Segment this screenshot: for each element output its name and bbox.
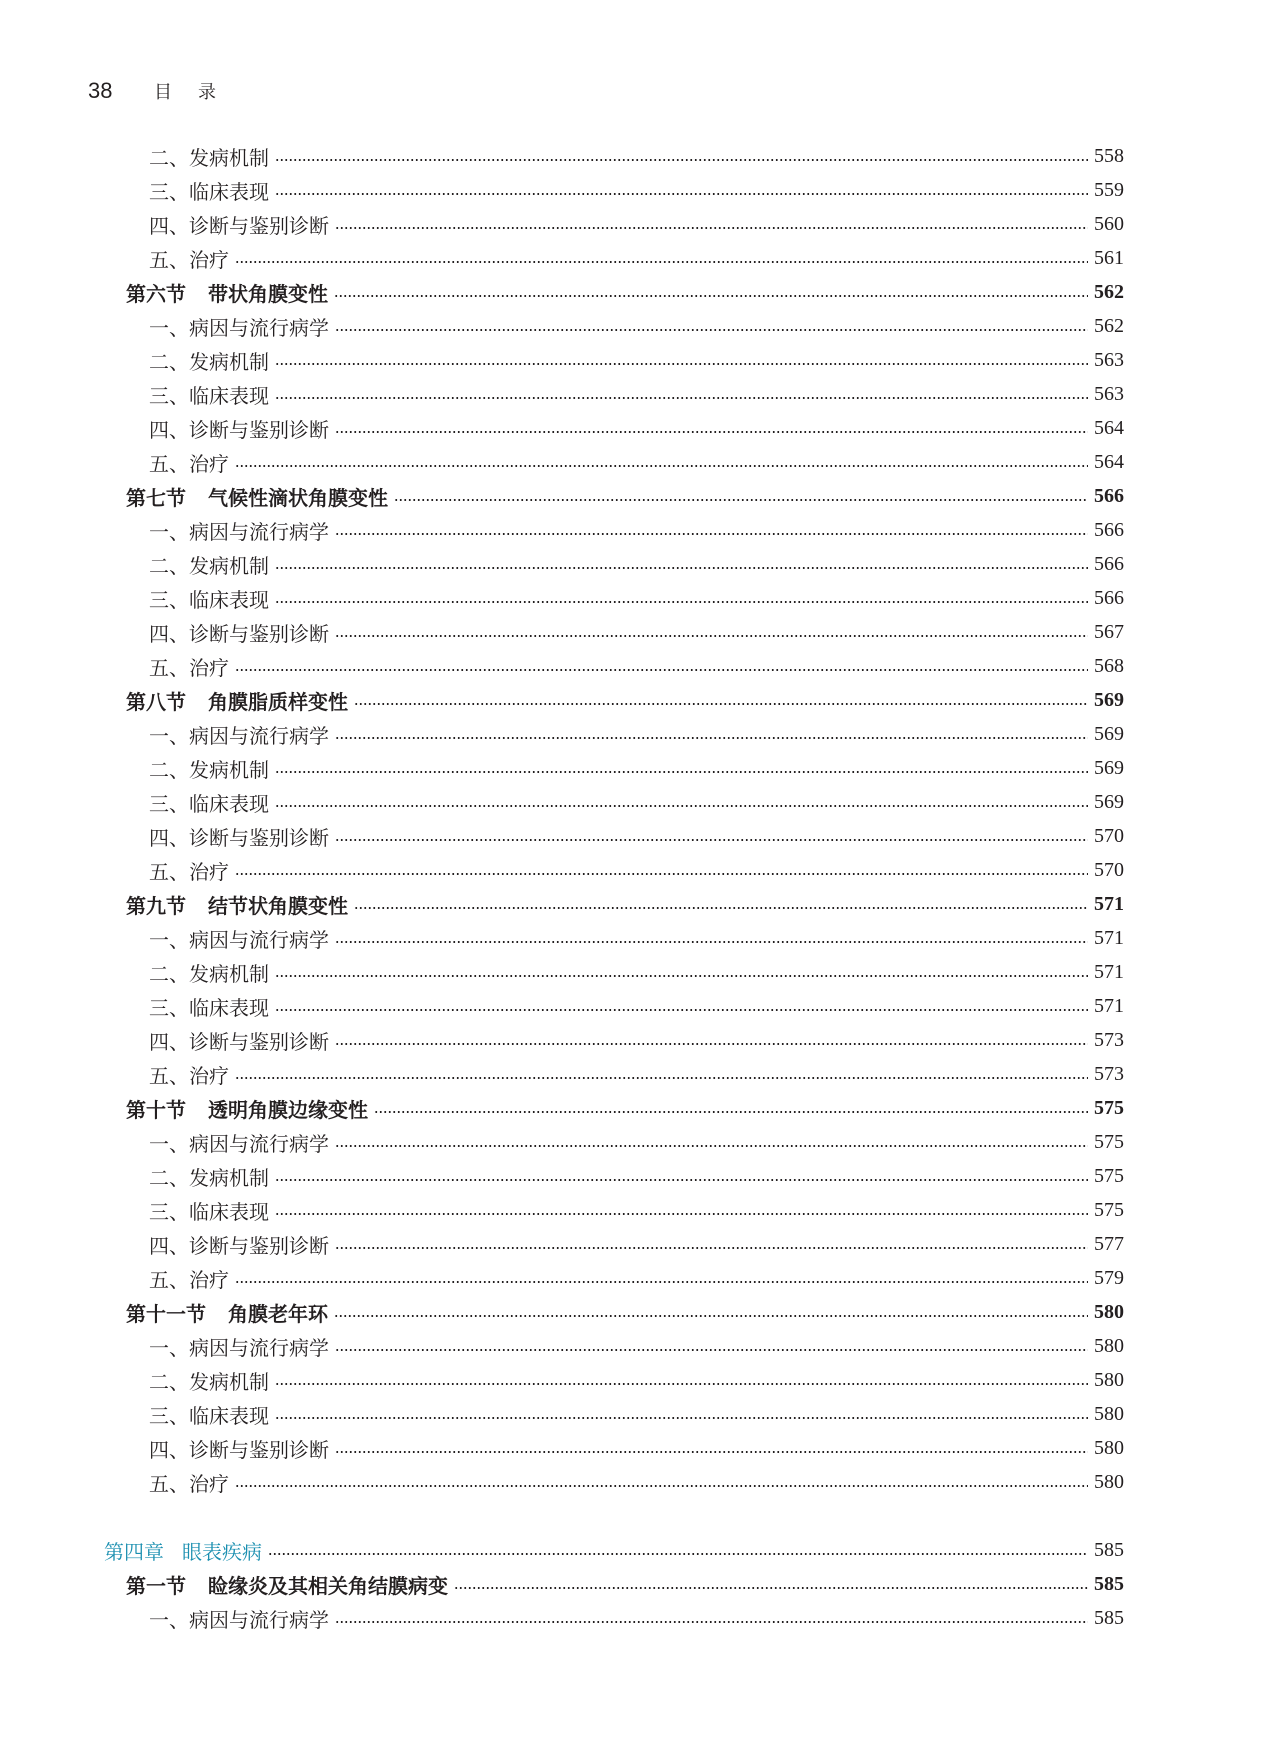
dot-leader [235,669,1088,671]
toc-subsection-entry[interactable] [149,650,1124,682]
dot-leader [268,1553,1088,1555]
toc-entry-title: 一、病因与流行病学 [149,315,329,340]
dot-leader [275,159,1088,161]
toc-entry-page: 566 [1094,586,1124,609]
toc-entry-label [149,652,235,681]
toc-entry-number: 第十节 [126,1097,186,1122]
toc-subsection-entry[interactable] [149,548,1124,580]
toc-subsection-entry[interactable] [149,1024,1124,1056]
dot-leader [275,1417,1088,1419]
toc-entry-label [126,278,334,307]
toc-section-entry[interactable] [126,480,1124,512]
toc-entry-title: 五、治疗 [149,1471,229,1496]
toc-entry-title: 带状角膜变性 [208,281,328,306]
toc-entry-title: 气候性滴状角膜变性 [208,485,388,510]
toc-entry-page: 566 [1094,518,1124,541]
dot-leader [275,193,1088,195]
toc-subsection-entry[interactable] [149,1262,1124,1294]
toc-entry-label [149,1332,335,1361]
toc-entry-title: 三、临床表现 [149,383,269,408]
toc-subsection-entry[interactable] [149,1160,1124,1192]
toc-entry-page: 573 [1094,1028,1124,1051]
toc-subsection-entry[interactable] [149,786,1124,818]
toc-entry-title: 五、治疗 [149,1267,229,1292]
toc-entry-title: 五、治疗 [149,1063,229,1088]
toc-subsection-entry[interactable] [149,378,1124,410]
toc-entry-label [149,1604,335,1633]
toc-entry-title: 三、临床表现 [149,791,269,816]
toc-entry-page: 575 [1094,1198,1124,1221]
dot-leader [235,873,1088,875]
toc-subsection-entry[interactable] [149,990,1124,1022]
toc-entry-label [149,516,335,545]
toc-entry-page: 575 [1094,1164,1124,1187]
toc-entry-label [149,550,275,579]
toc-entry-title: 结节状角膜变性 [208,893,348,918]
toc-section-entry[interactable] [126,1092,1124,1124]
toc-subsection-entry[interactable] [149,1330,1124,1362]
toc-entry-page: 569 [1094,722,1124,745]
dot-leader [354,703,1088,705]
toc-entry-label [149,720,335,749]
toc-entry-page: 568 [1094,654,1124,677]
toc-entry-page: 564 [1094,450,1124,473]
toc-entry-label [149,176,275,205]
toc-subsection-entry[interactable] [149,616,1124,648]
dot-leader [275,397,1088,399]
dot-leader [334,1315,1088,1317]
toc-entry-page: 585 [1094,1538,1124,1561]
toc-subsection-entry[interactable] [149,310,1124,342]
toc-entry-label [126,1298,334,1327]
toc-entry-label [149,856,235,885]
toc-section-entry[interactable] [126,1568,1124,1600]
toc-entry-label [149,1060,235,1089]
toc-entry-page: 577 [1094,1232,1124,1255]
toc-entry-title: 五、治疗 [149,859,229,884]
toc-entry-page: 571 [1094,892,1124,915]
dot-leader [335,1451,1088,1453]
toc-entry-number: 第九节 [126,893,186,918]
dot-leader [335,533,1088,535]
toc-subsection-entry[interactable] [149,854,1124,886]
dot-leader [335,227,1088,229]
toc-entry-title: 眼表疾病 [182,1539,262,1564]
toc-section-entry[interactable] [126,276,1124,308]
toc-entry-page: 571 [1094,994,1124,1017]
toc-entry-label [149,958,275,987]
dot-leader [354,907,1088,909]
toc-entry-title: 二、发病机制 [149,961,269,986]
toc-entry-page: 573 [1094,1062,1124,1085]
dot-leader [275,567,1088,569]
toc-subsection-entry[interactable] [149,956,1124,988]
toc-entry-label [126,890,354,919]
dot-leader [335,1043,1088,1045]
toc-entry-title: 三、临床表现 [149,587,269,612]
toc-entry-page: 585 [1094,1572,1124,1595]
toc-entry-label [149,1400,275,1429]
dot-leader [275,363,1088,365]
toc-entry-title: 一、病因与流行病学 [149,1335,329,1360]
toc-entry-page: 579 [1094,1266,1124,1289]
toc-entry-label [149,142,275,171]
toc-entry-label [149,822,335,851]
toc-subsection-entry[interactable] [149,1466,1124,1498]
toc-entry-title: 角膜老年环 [228,1301,328,1326]
toc-entry-title: 三、临床表现 [149,995,269,1020]
dot-leader [275,601,1088,603]
toc-entry-page: 563 [1094,382,1124,405]
dot-leader [394,499,1088,501]
toc-entry-label [149,1434,335,1463]
toc-subsection-entry[interactable] [149,446,1124,478]
toc-entry-page: 580 [1094,1470,1124,1493]
dot-leader [374,1111,1088,1113]
dot-leader [335,1247,1088,1249]
toc-entry-title: 一、病因与流行病学 [149,519,329,544]
toc-subsection-entry[interactable] [149,1364,1124,1396]
toc-entry-title: 三、临床表现 [149,1199,269,1224]
toc-entry-page: 563 [1094,348,1124,371]
dot-leader [275,1213,1088,1215]
toc-entry-title: 二、发病机制 [149,1165,269,1190]
dot-leader [235,1077,1088,1079]
dot-leader [335,431,1088,433]
toc-entry-label [149,992,275,1021]
toc-entry-page: 570 [1094,858,1124,881]
toc-section-entry[interactable] [126,684,1124,716]
dot-leader [335,737,1088,739]
toc-entry-label [149,380,275,409]
page-number: 38 [88,78,113,103]
toc-entry-title: 四、诊断与鉴别诊断 [149,1029,329,1054]
toc-entry-title: 二、发病机制 [149,145,269,170]
toc-entry-title: 五、治疗 [149,451,229,476]
toc-entry-label [149,924,335,953]
toc-entry-title: 二、发病机制 [149,757,269,782]
toc-subsection-entry[interactable] [149,344,1124,376]
toc-entry-title: 二、发病机制 [149,1369,269,1394]
toc-entry-label [149,414,335,443]
toc-entry-page: 566 [1094,552,1124,575]
toc-entry-title: 二、发病机制 [149,553,269,578]
toc-subsection-entry[interactable] [149,1398,1124,1430]
toc-entry-number: 第七节 [126,485,186,510]
toc-entry-title: 一、病因与流行病学 [149,927,329,952]
dot-leader [235,1281,1088,1283]
toc-entry-page: 569 [1094,756,1124,779]
toc-subsection-entry[interactable] [149,1228,1124,1260]
toc-entry-page: 585 [1094,1606,1124,1629]
toc-entry-title: 睑缘炎及其相关角结膜病变 [208,1573,448,1598]
dot-leader [335,941,1088,943]
toc-entry-page: 570 [1094,824,1124,847]
toc-entry-label [149,584,275,613]
dot-leader [334,295,1088,297]
toc-entry-page: 564 [1094,416,1124,439]
toc-entry-page: 580 [1094,1334,1124,1357]
toc-subsection-entry[interactable] [149,208,1124,240]
toc-entry-page: 580 [1094,1436,1124,1459]
toc-entry-label [149,1366,275,1395]
toc-chapter-entry[interactable] [104,1534,1124,1566]
dot-leader [275,1179,1088,1181]
toc-entry-title: 二、发病机制 [149,349,269,374]
toc-entry-label [149,1162,275,1191]
toc-entry-label [149,346,275,375]
dot-leader [275,771,1088,773]
toc-entry-title: 透明角膜边缘变性 [208,1097,368,1122]
toc-entry-page: 566 [1094,484,1124,507]
dot-leader [335,1349,1088,1351]
toc-entry-title: 三、临床表现 [149,1403,269,1428]
toc-entry-label [126,482,394,511]
dot-leader [454,1587,1088,1589]
toc-entry-title: 四、诊断与鉴别诊断 [149,1437,329,1462]
toc-entry-page: 561 [1094,246,1124,269]
toc-entry-label [149,1196,275,1225]
toc-subsection-entry[interactable] [149,922,1124,954]
toc-entry-title: 五、治疗 [149,247,229,272]
toc-subsection-entry[interactable] [149,174,1124,206]
toc-entry-page: 569 [1094,790,1124,813]
toc-entry-page: 569 [1094,688,1124,711]
toc-section-entry[interactable] [126,1296,1124,1328]
toc-entry-page: 575 [1094,1130,1124,1153]
toc-entry-title: 四、诊断与鉴别诊断 [149,213,329,238]
toc-entry-label [149,448,235,477]
toc-entry-title: 四、诊断与鉴别诊断 [149,417,329,442]
toc-subsection-entry[interactable] [149,242,1124,274]
toc-entry-page: 571 [1094,960,1124,983]
toc-entry-label [126,1570,454,1599]
toc-entry-label [149,1128,335,1157]
toc-entry-label [149,210,335,239]
toc-entry-page: 562 [1094,314,1124,337]
header-title: 目录 [154,82,242,103]
toc-entry-page: 580 [1094,1300,1124,1323]
page-header [88,74,242,108]
toc-entry-page: 580 [1094,1368,1124,1391]
dot-leader [275,805,1088,807]
toc-entry-page: 567 [1094,620,1124,643]
toc-entry-page: 571 [1094,926,1124,949]
toc-entry-label [149,312,335,341]
toc-subsection-entry[interactable] [149,1602,1124,1634]
dot-leader [335,329,1088,331]
toc-entry-label [126,686,354,715]
dot-leader [275,1009,1088,1011]
toc-entry-title: 四、诊断与鉴别诊断 [149,825,329,850]
toc-subsection-entry[interactable] [149,1058,1124,1090]
toc-entry-label [149,1230,335,1259]
toc-section-entry[interactable] [126,888,1124,920]
toc-subsection-entry[interactable] [149,514,1124,546]
dot-leader [335,839,1088,841]
toc-entry-number: 第六节 [126,281,186,306]
toc-entry-label [149,244,235,273]
toc-entry-title: 一、病因与流行病学 [149,723,329,748]
toc-entry-title: 一、病因与流行病学 [149,1131,329,1156]
toc-entry-label [149,1468,235,1497]
toc-entry-label [104,1536,268,1565]
dot-leader [235,261,1088,263]
toc-entry-page: 559 [1094,178,1124,201]
toc-entry-page: 580 [1094,1402,1124,1425]
dot-leader [235,465,1088,467]
toc-subsection-entry[interactable] [149,412,1124,444]
toc-entry-title: 四、诊断与鉴别诊断 [149,1233,329,1258]
toc-entry-page: 560 [1094,212,1124,235]
toc-subsection-entry[interactable] [149,1194,1124,1226]
toc-subsection-entry[interactable] [149,718,1124,750]
toc-entry-number: 第一节 [126,1573,186,1598]
toc-entry-label [149,1264,235,1293]
toc-entry-label [149,754,275,783]
toc-entry-title: 四、诊断与鉴别诊断 [149,621,329,646]
toc-entry-label [126,1094,374,1123]
dot-leader [235,1485,1088,1487]
toc-subsection-entry[interactable] [149,1126,1124,1158]
toc-subsection-entry[interactable] [149,752,1124,784]
toc-entry-number: 第四章 [104,1539,164,1564]
toc-subsection-entry[interactable] [149,582,1124,614]
toc-entry-number: 第十一节 [126,1301,206,1326]
toc-entry-title: 一、病因与流行病学 [149,1607,329,1632]
toc-entry-label [149,1026,335,1055]
dot-leader [335,1145,1088,1147]
toc-entry-title: 角膜脂质样变性 [208,689,348,714]
toc-entry-page: 558 [1094,144,1124,167]
toc-entry-label [149,618,335,647]
dot-leader [275,975,1088,977]
dot-leader [335,1621,1088,1623]
toc-entry-page: 562 [1094,280,1124,303]
toc-entry-label [149,788,275,817]
dot-leader [335,635,1088,637]
dot-leader [275,1383,1088,1385]
toc-subsection-entry[interactable] [149,140,1124,172]
toc-entry-title: 五、治疗 [149,655,229,680]
toc-entry-number: 第八节 [126,689,186,714]
toc-entry-page: 575 [1094,1096,1124,1119]
toc-subsection-entry[interactable] [149,820,1124,852]
toc-entry-title: 三、临床表现 [149,179,269,204]
toc-subsection-entry[interactable] [149,1432,1124,1464]
